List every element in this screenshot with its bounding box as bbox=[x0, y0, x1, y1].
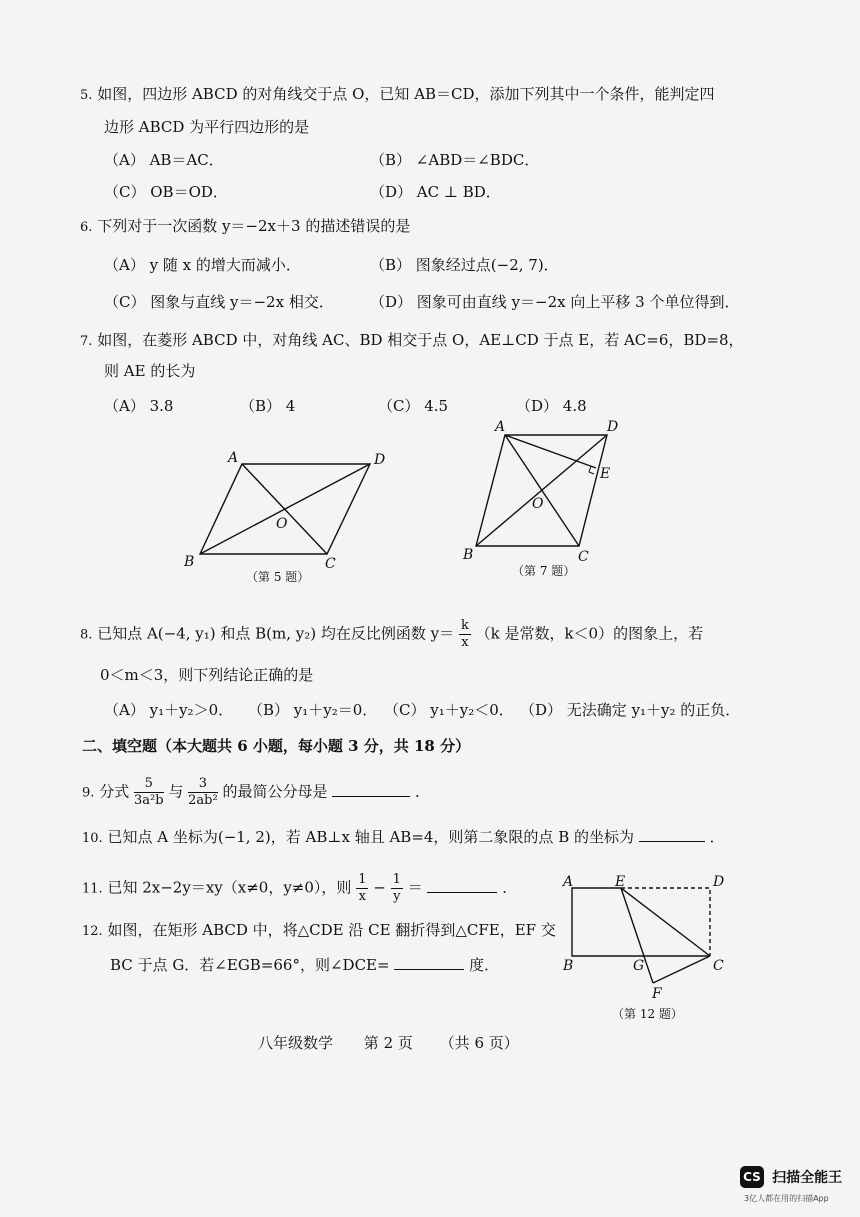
fig5-label-a: A bbox=[228, 450, 239, 466]
fig7-caption: （第 7 题） bbox=[512, 564, 576, 578]
q9-number: 9. bbox=[82, 785, 95, 801]
q11-line bbox=[82, 872, 517, 905]
fig7-label-a: A bbox=[495, 419, 506, 435]
q9-pre: 分式 bbox=[99, 782, 130, 801]
figure-q7 bbox=[455, 415, 635, 565]
q11-f1-num: 1 bbox=[358, 872, 367, 887]
q8-number: 8. bbox=[80, 627, 93, 643]
q5-text: 如图，四边形 ABCD 的对角线交于点 O，已知 AB＝CD，添加下列其中一个条件，能判定四 bbox=[97, 85, 715, 103]
q6-number: 6. bbox=[80, 220, 93, 235]
page-footer bbox=[258, 1032, 519, 1053]
q6-text: 下列对于一次函数 y＝−2x＋3 的描述错误的是 bbox=[97, 217, 411, 235]
fig5-label-c: C bbox=[325, 556, 336, 572]
q7-option-d: （D） 4.8 bbox=[516, 397, 587, 415]
q11-f1-den: x bbox=[358, 889, 367, 904]
q11-end: ． bbox=[502, 878, 518, 897]
fig5-caption: （第 5 题） bbox=[246, 570, 310, 584]
q6-option-b: （B） 图象经过点(−2, 7)． bbox=[370, 256, 559, 274]
fig5-label-o: O bbox=[276, 516, 288, 532]
q8-line2: 0＜m＜3，则下列结论正确的是 bbox=[100, 666, 314, 684]
q7-line2: 则 AE 的长为 bbox=[104, 362, 196, 380]
q5-option-c: （C） OB＝OD． bbox=[104, 183, 228, 201]
section2-heading: 二、填空题（本大题共 6 小题，每小题 3 分，共 18 分） bbox=[82, 737, 471, 755]
q11-f2-num: 1 bbox=[392, 872, 401, 887]
camscanner-logo-icon: CS bbox=[740, 1166, 764, 1188]
q5-line1 bbox=[80, 84, 715, 106]
q9-answer-blank[interactable] bbox=[332, 782, 410, 797]
q12-text: 如图，在矩形 ABCD 中，将△CDE 沿 CE 翻折得到△CFE，EF 交 bbox=[107, 921, 556, 939]
fig12-label-f: F bbox=[652, 986, 662, 1002]
fig7-diagonal-bd bbox=[476, 435, 607, 546]
q9-f2-den: 2ab² bbox=[188, 793, 218, 808]
q5-option-a: （A） AB＝AC． bbox=[104, 151, 224, 169]
fig12-segment-ec bbox=[621, 888, 710, 956]
fig12-caption: （第 12 题） bbox=[612, 1007, 683, 1021]
fig7-label-e: E bbox=[600, 466, 611, 482]
q9-f1-den: 3a²b bbox=[133, 793, 164, 808]
q6-line1 bbox=[80, 216, 410, 238]
q7-option-a: （A） 3.8 bbox=[104, 397, 174, 415]
q10-text: 已知点 A 坐标为(−1, 2)，若 AB⊥x 轴且 AB=4，则第二象限的点 B 的坐标为 bbox=[107, 828, 634, 846]
q12-text-a: BC 于点 G．若∠EGB=66°，则∠DCE= bbox=[110, 956, 390, 974]
fig12-segment-fc bbox=[653, 956, 710, 983]
q8-text-b: （k 是常数，k＜0）的图象上，若 bbox=[475, 624, 704, 643]
q12-line2 bbox=[110, 955, 499, 975]
q7-number: 7. bbox=[80, 334, 93, 349]
q9-f1-num: 5 bbox=[134, 776, 164, 793]
figure-q12 bbox=[555, 868, 735, 1008]
q8-frac-num: k bbox=[460, 618, 469, 633]
figure-q5 bbox=[170, 440, 410, 580]
q8-frac-den: x bbox=[461, 635, 469, 650]
footer-page: 第 2 页 bbox=[363, 1034, 413, 1052]
q5-number: 5. bbox=[80, 88, 93, 103]
q7-option-b: （B） 4 bbox=[240, 397, 296, 415]
camscanner-watermark bbox=[740, 1166, 842, 1188]
fig7-label-c: C bbox=[578, 549, 589, 565]
q9-post: 的最简公分母是 bbox=[222, 782, 328, 801]
fig7-label-b: B bbox=[463, 547, 474, 563]
q8-option-a: （A） y₁＋y₂＞0． bbox=[104, 701, 234, 719]
q8-text-a: 已知点 A(−4, y₁) 和点 B(m, y₂) 均在反比例函数 y＝ bbox=[97, 624, 455, 643]
q11-answer-blank[interactable] bbox=[427, 878, 497, 893]
q7-line1 bbox=[80, 330, 744, 352]
q11-pre: 已知 2x−2y＝xy（x≠0，y≠0），则 bbox=[107, 878, 352, 897]
q5-option-d: （D） AC ⊥ BD． bbox=[370, 183, 501, 201]
q6-option-a: （A） y 随 x 的增大而减小． bbox=[104, 256, 301, 274]
fig5-label-b: B bbox=[184, 554, 195, 570]
q9-f2-num: 3 bbox=[188, 776, 218, 793]
q8-option-d: （D） 无法确定 y₁＋y₂ 的正负． bbox=[520, 701, 741, 719]
fig12-label-g: G bbox=[633, 958, 645, 974]
q8-option-c: （C） y₁＋y₂＜0． bbox=[384, 701, 514, 719]
q7-option-c: （C） 4.5 bbox=[378, 397, 449, 415]
q10-line bbox=[82, 827, 725, 849]
q11-f2-den: y bbox=[393, 889, 401, 904]
fig7-segment-ae bbox=[505, 435, 596, 468]
footer-total: （共 6 页） bbox=[439, 1034, 519, 1052]
fig12-label-e: E bbox=[615, 874, 626, 890]
q9-line bbox=[82, 776, 430, 809]
q10-answer-blank[interactable] bbox=[639, 827, 705, 842]
q11-fraction-2 bbox=[391, 872, 403, 905]
q8-fraction bbox=[459, 618, 471, 651]
q12-text-b: 度． bbox=[469, 956, 500, 974]
q9-fraction-2 bbox=[188, 776, 218, 809]
q10-number: 10. bbox=[82, 831, 103, 846]
q8-line1 bbox=[80, 618, 703, 651]
q8-option-b: （B） y₁＋y₂＝0． bbox=[248, 701, 378, 719]
fig12-label-d: D bbox=[713, 874, 725, 890]
q11-number: 11. bbox=[82, 881, 103, 897]
q11-eq: ＝ bbox=[407, 878, 423, 897]
q5-line2: 边形 ABCD 为平行四边形的是 bbox=[104, 118, 310, 136]
q11-fraction-1 bbox=[356, 872, 368, 905]
q5-option-b: （B） ∠ABD＝∠BDC． bbox=[370, 151, 540, 169]
q11-minus: − bbox=[373, 878, 386, 897]
fig12-label-a: A bbox=[563, 874, 574, 890]
q9-mid: 与 bbox=[168, 782, 184, 801]
fig7-label-o: O bbox=[532, 496, 544, 512]
footer-subject: 八年级数学 bbox=[258, 1034, 334, 1052]
q12-line1 bbox=[82, 920, 556, 942]
fig5-label-d: D bbox=[374, 452, 386, 468]
q6-option-d: （D） 图象可由直线 y＝−2x 向上平移 3 个单位得到． bbox=[370, 293, 740, 311]
q10-end: ． bbox=[709, 828, 725, 846]
fig12-label-c: C bbox=[713, 958, 724, 974]
q12-number: 12. bbox=[82, 924, 103, 939]
q12-answer-blank[interactable] bbox=[394, 955, 464, 970]
camscanner-tagline: 3亿人都在用的扫描App bbox=[744, 1194, 829, 1203]
q7-text: 如图，在菱形 ABCD 中，对角线 AC、BD 相交于点 O，AE⊥CD 于点 E，若 AC=6，BD=8， bbox=[97, 331, 744, 349]
q9-fraction-1 bbox=[134, 776, 164, 809]
q9-end: ． bbox=[415, 782, 431, 801]
camscanner-name: 扫描全能王 bbox=[772, 1170, 843, 1186]
q6-option-c: （C） 图象与直线 y＝−2x 相交． bbox=[104, 293, 334, 311]
fig12-label-b: B bbox=[563, 958, 574, 974]
fig7-label-d: D bbox=[607, 419, 619, 435]
fig5-diagonal-bd bbox=[200, 464, 370, 554]
